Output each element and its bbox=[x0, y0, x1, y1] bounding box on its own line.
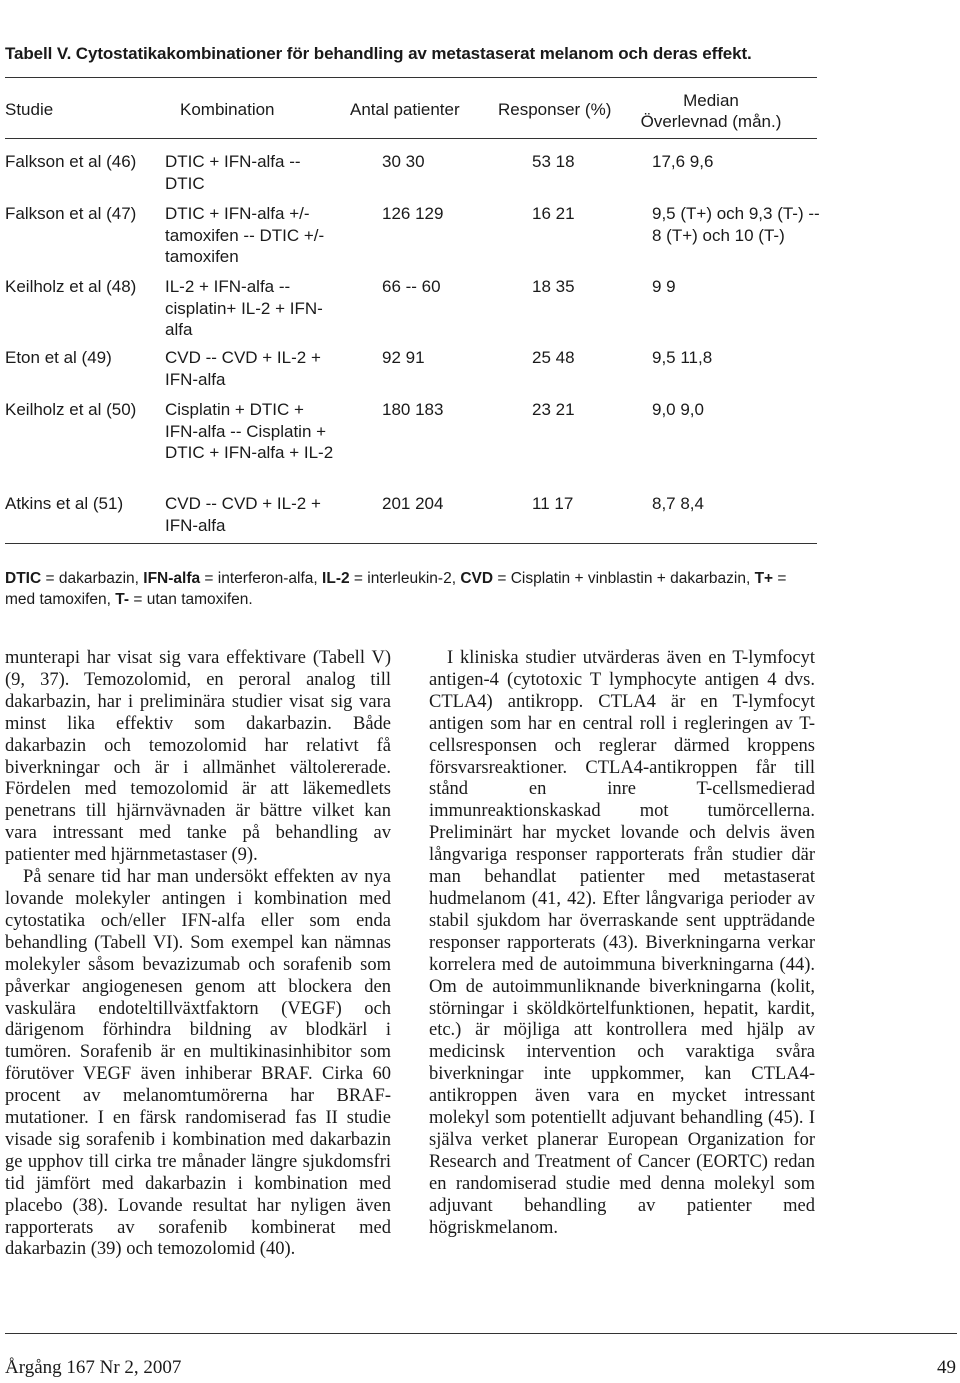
cell-response: 53 18 bbox=[532, 152, 575, 171]
table-footnote bbox=[5, 568, 815, 610]
footnote-abbr: IL-2 bbox=[322, 570, 350, 587]
cell-study: Falkson et al (47) bbox=[5, 204, 137, 223]
cell-median: 9 9 bbox=[652, 277, 676, 296]
cell-patients: 201 204 bbox=[382, 494, 444, 513]
footnote-abbr: DTIC bbox=[5, 570, 42, 587]
cell-combination: CVD -- CVD + IL-2 + IFN-alfa bbox=[165, 348, 321, 389]
header-median-line1: Median bbox=[683, 91, 739, 110]
footnote-abbr: CVD bbox=[460, 570, 494, 587]
cell-median: 8,7 8,4 bbox=[652, 494, 704, 513]
cell-median: 9,5 11,8 bbox=[652, 348, 713, 367]
cell-study: Eton et al (49) bbox=[5, 348, 112, 367]
cell-median: 9,5 (T+) och 9,3 (T-) -- 8 (T+) och 10 (T-) bbox=[652, 204, 820, 245]
cell-patients: 92 91 bbox=[382, 348, 425, 367]
cell-study: Keilholz et al (48) bbox=[5, 277, 137, 296]
table-header-rule bbox=[5, 138, 817, 139]
cell-response: 25 48 bbox=[532, 348, 575, 367]
header-median-line2: Överlevnad (mån.) bbox=[640, 112, 782, 131]
table-header bbox=[0, 90, 830, 138]
cell-response: 11 17 bbox=[532, 494, 574, 513]
header-patients: Antal patienter bbox=[350, 100, 460, 119]
table-bottom-rule bbox=[5, 543, 817, 544]
cell-study: Falkson et al (46) bbox=[5, 152, 137, 171]
footnote-abbr: T+ bbox=[754, 570, 774, 587]
cell-combination: CVD -- CVD + IL-2 + IFN-alfa bbox=[165, 494, 321, 535]
cell-combination: IL-2 + IFN-alfa -- cisplatin+ IL-2 + IFN-alfa bbox=[165, 277, 323, 339]
cell-study: Atkins et al (51) bbox=[5, 494, 124, 513]
body-paragraph: I kliniska studier utvärderas även en T-lymfocyt antigen-4 (cytotoxic T lymphocyte antigen 4 dvs. CTLA4) antikropp. CTLA4 är en T-lymfocyt antigen som har en central roll i regleringen av T-cellsresponsen och reglerar därmed kroppens försvarsreaktioner. CTLA4-antikroppen får till stånd en inre T-cellsmedierad immunreaktionskaskad mot tumörcellerna. Preliminärt har mycket lovande och delvis även långvariga responser rapporterats från studier där man behandlat patienter med metastaserat hudmelanom (41, 42). Efter långvariga perioder av stabil sjukdom har överraskande sent uppträdande responser rapporterats (43). Biverkningarna verkar korrelera med de autoimmuna biverkningarna (44). Om de autoimmunliknande biverkningarna (kolit, störningar i sköldkörtelfunktionen, hepatit, kardit, etc.) är möjliga att kontrollera med hjälp av medicinsk intervention och varaktiga svåra biverkningar inte uppkommer, kan CTLA4-antikroppen även vara en mycket intressant molekyl som potentiellt adjuvant behandling (45). I själva verket planerar European Organization for Research and Treatment of Cancer (EORTC) redan en randomiserad studie med denna molekyl som adjuvant behandling av patienter med högriskmelanom. bbox=[429, 648, 815, 1238]
cell-response: 18 35 bbox=[532, 277, 575, 296]
cell-study: Keilholz et al (50) bbox=[5, 400, 137, 419]
body-column-right bbox=[429, 648, 815, 1239]
footnote-text: = utan tamoxifen. bbox=[129, 591, 253, 608]
footnote-text: = Cisplatin + vinblastin + dakarbazin, bbox=[493, 570, 755, 587]
header-combination: Kombination bbox=[180, 100, 275, 119]
footnote-text: = dakarbazin, bbox=[41, 570, 144, 587]
cell-combination: DTIC + IFN-alfa -- DTIC bbox=[165, 152, 301, 193]
footer-issue: Årgång 167 Nr 2, 2007 bbox=[5, 1357, 182, 1378]
header-study: Studie bbox=[5, 100, 54, 119]
cell-response: 23 21 bbox=[532, 400, 575, 419]
cell-combination: Cisplatin + DTIC + IFN-alfa -- Cisplatin + DTIC + IFN-alfa + IL-2 bbox=[165, 400, 334, 462]
page-number: 49 bbox=[937, 1357, 956, 1378]
body-paragraph: munterapi har visat sig vara effektivare (Tabell V) (9, 37). Temozolomid, en peroral analog till dakarbazin, har i preliminära studier visat sig vara minst lika effektiv som dakarbazin. Både dakarbazin och temozolomid har relativt få biverkningar och är i allmänhet vältolererade. Fördelen med temozolomid är att läkemedlets penetrans till hjärnvävnaden är bättre vilket kan vara intressant med tanke på behandling av patienter med hjärnmetastaser (9). bbox=[5, 648, 391, 866]
header-median bbox=[636, 90, 786, 132]
table-caption: Tabell V. Cytostatikakombinationer för behandling av metastaserat melanom och deras effekt. bbox=[5, 44, 752, 63]
cell-patients: 126 129 bbox=[382, 204, 444, 223]
footer-rule bbox=[5, 1333, 957, 1334]
footnote-text: = med tamoxifen, bbox=[5, 570, 787, 608]
cell-response: 16 21 bbox=[532, 204, 575, 223]
footnote-abbr: T- bbox=[115, 591, 130, 608]
cell-patients: 180 183 bbox=[382, 400, 444, 419]
body-paragraph: På senare tid har man undersökt effekten av nya lovande molekyler antingen i kombination med cytostatika och/eller IFN-alfa eller som enda behandling (Tabell VI). Som exempel kan nämnas molekyler såsom bevazizumab och sorafenib som påverkar angiogenesen genom att blockera den vaskulära endoteltillväxtfaktorn (VEGF) och därigenom förhindra bildning av blodkärl i tumören. Sorafenib är en multikinasinhibitor som förutöver VEGF även inhiberar BRAF. Cirka 60 procent av melanomtumörerna har BRAF-mutationer. I en färsk randomiserad fas II studie visade sig sorafenib i kombination med dakarbazin ge upphov till cirka tre månader längre sjukdomsfri tid jämfört med dakarbazin i kombination med placebo (38). Lovande resultat har nyligen även rapporterats av sorafenib kombinerat med dakarbazin (39) och temozolomid (40). bbox=[5, 867, 391, 1260]
cell-median: 9,0 9,0 bbox=[652, 400, 704, 419]
cell-median: 17,6 9,6 bbox=[652, 152, 714, 171]
header-response: Responser (%) bbox=[498, 100, 612, 119]
footnote-text: = interferon-alfa, bbox=[200, 570, 323, 587]
body-column-left bbox=[5, 648, 391, 1261]
table-top-rule bbox=[5, 77, 817, 78]
cell-patients: 66 -- 60 bbox=[382, 277, 441, 296]
cell-combination: DTIC + IFN-alfa +/- tamoxifen -- DTIC +/- tamoxifen bbox=[165, 204, 325, 266]
footnote-abbr: IFN-alfa bbox=[143, 570, 201, 587]
cell-patients: 30 30 bbox=[382, 152, 425, 171]
footnote-text: = interleukin-2, bbox=[349, 570, 461, 587]
